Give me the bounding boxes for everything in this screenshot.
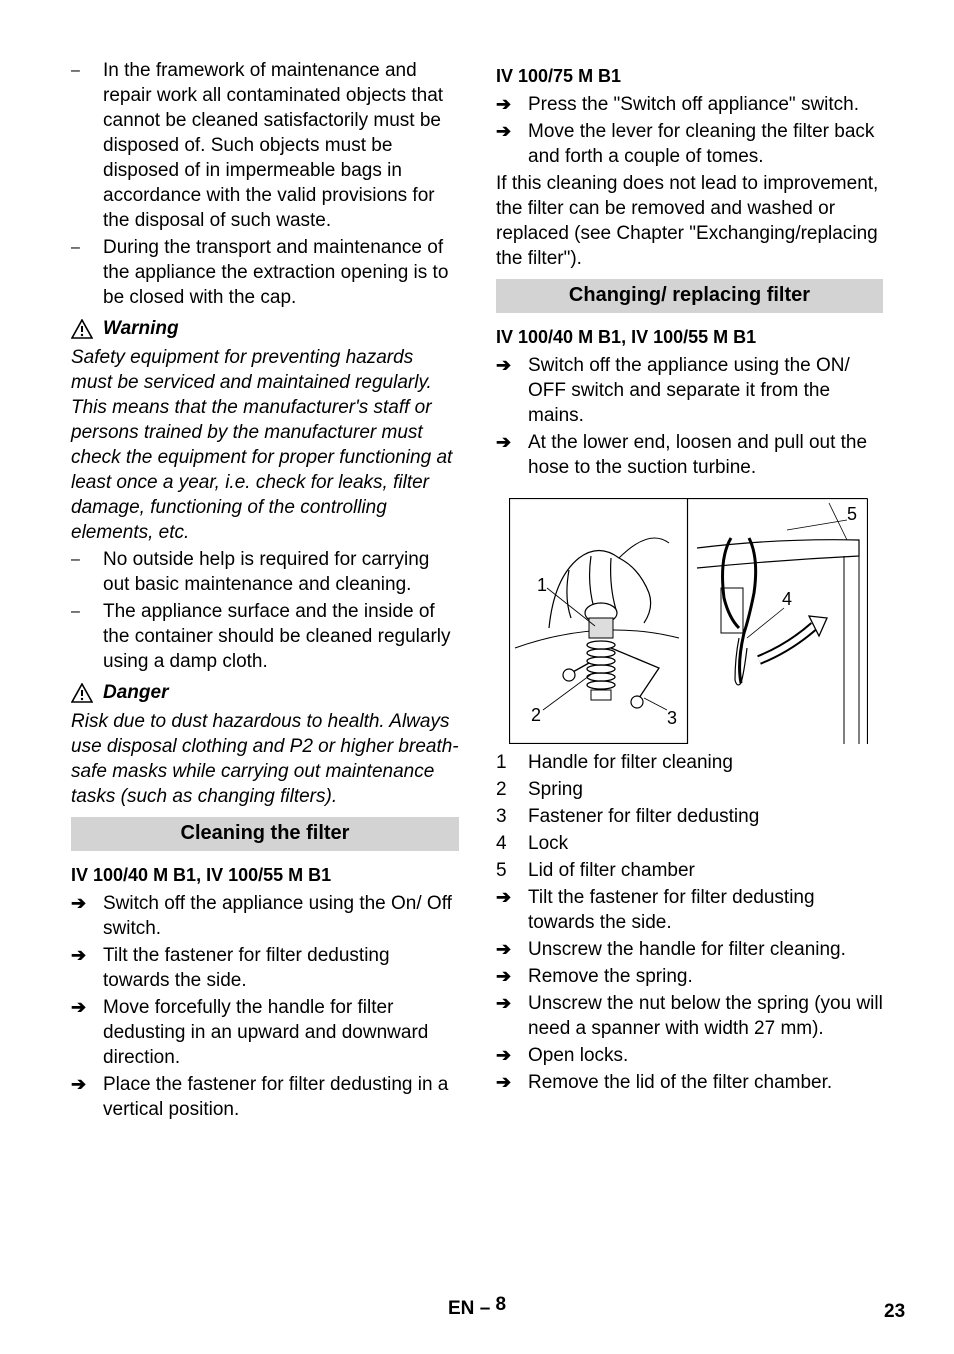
legend-text: Fastener for filter dedusting [528,806,760,827]
list-item-text: The appliance surface and the inside of the container should be cleaned regularly using a damp cloth. [103,601,451,672]
warning-icon [71,319,93,339]
footer-lang: EN [448,1298,475,1319]
warning-heading [71,316,459,341]
step-item [71,943,459,993]
model-subheading: IV 100/75 M B1 [496,66,622,86]
legend-item [496,777,883,802]
arrow-icon: ➔ [496,887,512,907]
step-text: Unscrew the handle for filter cleaning. [528,939,846,960]
section-title-changing: Changing/ replacing filter [496,279,883,313]
danger-title: Danger [103,682,169,703]
step-item [496,119,883,169]
callout-1: 1 [537,575,548,595]
legend-number: 1 [496,752,507,773]
legend-number: 3 [496,806,507,827]
legend-item [496,858,883,883]
step-item [496,1070,883,1095]
step-item [71,891,459,941]
arrow-icon: ➔ [496,1072,512,1092]
page-number: 23 [884,1301,906,1322]
step-item [71,1072,459,1122]
callout-4: 4 [782,589,793,609]
step-text: Place the fastener for filter dedusting in a vertical position. [103,1074,449,1120]
legend-text: Handle for filter cleaning [528,752,733,773]
section-title-cleaning: Cleaning the filter [71,817,459,851]
arrow-icon: ➔ [71,893,87,913]
arrow-icon: ➔ [496,966,512,986]
legend-text: Lid of filter chamber [528,860,695,881]
list-item-text: During the transport and maintenance of the appliance the extraction opening is to be closed with the cap. [103,237,449,308]
warning-title: Warning [103,318,179,339]
danger-heading [71,680,459,705]
step-text: Switch off the appliance using the On/ Off switch. [103,893,452,939]
legend-text: Spring [528,779,583,800]
arrow-icon: ➔ [71,945,87,965]
step-item [71,995,459,1070]
paragraph: If this cleaning does not lead to improvement, the filter can be removed and washed or replaced (see Chapter "Exchanging/replacing the filter"). [496,173,879,269]
arrow-icon: ➔ [496,1045,512,1065]
footer-sep: – [479,1298,491,1319]
dash-marker: – [71,62,80,79]
step-text: At the lower end, loosen and pull out the hose to the suction turbine. [528,432,868,478]
list-item [71,235,459,310]
list-item-text: In the framework of maintenance and repair work all contaminated objects that cannot be cleaned satisfactorily must be disposed of. Such objects must be disposed of in impermeable bags in accordance with the valid provisions for the disposal of such waste. [103,60,444,231]
dash-marker: – [71,603,80,620]
step-text: Open locks. [528,1045,629,1066]
legend-item [496,831,883,856]
step-item [496,991,883,1041]
arrow-icon: ➔ [71,997,87,1017]
dash-marker: – [71,551,80,568]
list-item [71,547,459,597]
step-text: Move the lever for cleaning the filter back and forth a couple of tomes. [528,121,875,167]
arrow-icon: ➔ [496,939,512,959]
legend-number: 5 [496,860,507,881]
left-column [71,58,459,1124]
legend-item [496,750,883,775]
arrow-icon: ➔ [496,94,512,114]
legend-item [496,804,883,829]
dash-marker: – [71,239,80,256]
step-item [496,937,883,962]
step-item [496,353,883,428]
danger-icon [71,683,93,703]
model-subheading: IV 100/40 M B1, IV 100/55 M B1 [496,327,757,347]
step-text: Remove the lid of the filter chamber. [528,1072,833,1093]
callout-2: 2 [531,705,542,725]
step-item [496,885,883,935]
right-column [496,58,883,1097]
model-subheading: IV 100/40 M B1, IV 100/55 M B1 [71,865,332,885]
step-text: Press the "Switch off appliance" switch. [528,94,860,115]
list-item [71,599,459,674]
step-text: Move forcefully the handle for filter dedusting in an upward and downward direction. [103,997,429,1068]
warning-text: Safety equipment for preventing hazards must be serviced and maintained regularly. This means that the manufacturer's staff or persons trained by the manufacturer must check the equipment for proper functioning at least once a year, i.e. check for leaks, filter damage, functioning of the controlling elements, etc. [71,347,453,543]
danger-text: Risk due to dust hazardous to health. Always use disposal clothing and P2 or higher breath-safe masks while carrying out maintenance tasks (such as changing filters). [71,711,459,807]
step-text: Unscrew the nut below the spring (you will need a spanner with width 27 mm). [528,993,883,1039]
list-item-text: No outside help is required for carrying out basic maintenance and cleaning. [103,549,430,595]
step-text: Remove the spring. [528,966,693,987]
step-item [496,1043,883,1068]
step-item [496,964,883,989]
legend-text: Lock [528,833,569,854]
arrow-icon: ➔ [496,432,512,452]
arrow-icon: ➔ [496,355,512,375]
arrow-icon: ➔ [71,1074,87,1094]
list-item [71,58,459,233]
step-text: Tilt the fastener for filter dedusting towards the side. [103,945,390,991]
callout-5: 5 [847,504,858,524]
step-item [496,92,883,117]
page-footer-label [448,1296,506,1321]
arrow-icon: ➔ [496,121,512,141]
filter-figure [509,498,868,744]
callout-3: 3 [667,708,678,728]
step-item [496,430,883,480]
step-text: Tilt the fastener for filter dedusting towards the side. [528,887,815,933]
legend-number: 4 [496,833,507,854]
step-text: Switch off the appliance using the ON/ OFF switch and separate it from the mains. [528,355,850,426]
filter-illustration [509,498,868,744]
arrow-icon: ➔ [496,993,512,1013]
legend-number: 2 [496,779,507,800]
footer-page-small: 8 [495,1294,507,1315]
